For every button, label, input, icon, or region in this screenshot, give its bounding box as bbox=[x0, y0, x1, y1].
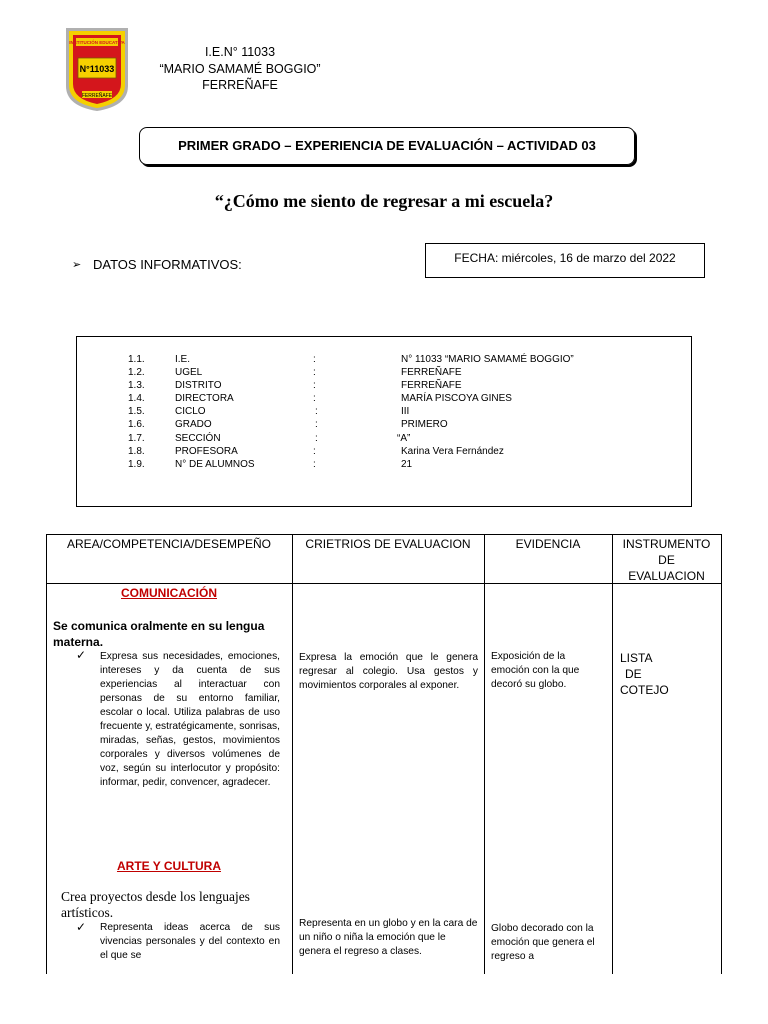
info-row bbox=[77, 459, 691, 472]
header-instrumento bbox=[612, 536, 721, 584]
info-number: 1.1. bbox=[128, 354, 145, 365]
school-line-3: FERREÑAFE bbox=[202, 78, 278, 92]
header-criterios: CRIETRIOS DE EVALUACION bbox=[305, 537, 471, 551]
logo-top-text: INSTITUCIÓN EDUCATIVA bbox=[69, 40, 125, 45]
title-box bbox=[139, 127, 635, 165]
info-key: DISTRITO bbox=[175, 380, 222, 391]
desempeno-arte: Representa ideas acerca de sus vivencias personales y del contexto en el que se bbox=[100, 922, 280, 961]
activity-question: “¿Cómo me siento de regresar a mi escuela? bbox=[214, 191, 554, 211]
info-value: N° 11033 “MARIO SAMAMÉ BOGGIO” bbox=[401, 354, 574, 365]
table-column-divider bbox=[484, 534, 485, 974]
info-number: 1.5. bbox=[128, 406, 145, 417]
info-row bbox=[77, 354, 691, 367]
evaluation-table bbox=[46, 534, 722, 974]
info-row bbox=[77, 433, 691, 446]
info-colon: : bbox=[313, 459, 316, 470]
info-value: 21 bbox=[401, 459, 413, 470]
info-number: 1.9. bbox=[128, 459, 145, 470]
info-key: UGEL bbox=[175, 367, 203, 378]
table-column-divider bbox=[612, 534, 613, 974]
area-comunicacion: COMUNICACIÓN bbox=[121, 586, 217, 600]
instrumento-comunicacion bbox=[620, 650, 669, 698]
info-value: Karina Vera Fernández bbox=[401, 446, 504, 457]
info-value: FERREÑAFE bbox=[401, 367, 462, 378]
info-colon: : bbox=[313, 354, 316, 365]
info-colon: : bbox=[313, 367, 316, 378]
info-box bbox=[76, 336, 692, 507]
info-number: 1.2. bbox=[128, 367, 145, 378]
school-line-2: “MARIO SAMAMÉ BOGGIO” bbox=[159, 61, 321, 76]
info-number: 1.7. bbox=[128, 433, 145, 444]
desempeno-comunicacion: Expresa sus necesidades, emociones, intereses y da cuenta de sus experiencias al interactuar con personas de su entorno familiar, escolar o local. Utiliza palabras de uso frecuente y, estratégicamente, sonrisas, miradas, señas, gestos, movimientos corporales y diversos volúmenes de voz, según su interlocutor y propósito: informar, pedir, convencer, agradecer. bbox=[100, 651, 280, 788]
info-colon: : bbox=[315, 406, 318, 417]
info-number: 1.6. bbox=[128, 419, 145, 430]
info-value: FERREÑAFE bbox=[401, 380, 462, 391]
school-header bbox=[150, 44, 330, 94]
table-column-divider bbox=[292, 534, 293, 974]
info-value: “A” bbox=[397, 433, 411, 444]
fecha-box bbox=[425, 243, 705, 278]
info-row bbox=[77, 393, 691, 406]
table-border-top bbox=[46, 534, 722, 535]
info-number: 1.4. bbox=[128, 393, 145, 404]
table-border-left bbox=[46, 534, 47, 974]
school-line-1: I.E.N° 11033 bbox=[204, 45, 276, 59]
info-number: 1.3. bbox=[128, 380, 145, 391]
info-value: PRIMERO bbox=[401, 419, 448, 430]
info-row bbox=[77, 446, 691, 459]
info-key: N° DE ALUMNOS bbox=[175, 459, 255, 470]
instrumento-line: DE bbox=[625, 667, 642, 681]
evidencia-arte: Globo decorado con la emoción que genera el regreso a bbox=[491, 923, 595, 962]
area-arte-cultura: ARTE Y CULTURA bbox=[116, 859, 221, 873]
header-instrumento-line: INSTRUMENTO bbox=[622, 537, 711, 551]
info-key: GRADO bbox=[175, 419, 212, 430]
table-border-right bbox=[721, 534, 722, 974]
logo-bottom-text: FERREÑAFE bbox=[81, 93, 113, 99]
competencia-arte: Crea proyectos desde los lenguajes artísticos. bbox=[61, 889, 250, 920]
info-colon: : bbox=[313, 446, 316, 457]
info-key: SECCIÓN bbox=[175, 433, 221, 444]
fecha-text: FECHA: miércoles, 16 de marzo del 2022 bbox=[454, 251, 676, 265]
header-instrumento-line: EVALUACION bbox=[628, 569, 705, 583]
info-value: III bbox=[401, 406, 410, 417]
info-colon: : bbox=[315, 419, 318, 430]
header-area: AREA/COMPETENCIA/DESEMPEÑO bbox=[66, 537, 272, 551]
info-row bbox=[77, 406, 691, 419]
criterio-arte: Representa en un globo y en la cara de un niño o niña la emoción que le genera el regreso a clases. bbox=[299, 918, 478, 957]
info-row bbox=[77, 367, 691, 380]
checkmark-icon: ✓ bbox=[76, 920, 87, 934]
info-key: I.E. bbox=[175, 354, 191, 365]
arrow-bullet-icon: ➢ bbox=[72, 259, 82, 271]
checkmark-icon: ✓ bbox=[76, 648, 87, 662]
info-row bbox=[77, 419, 691, 432]
document-title: PRIMER GRADO – EXPERIENCIA DE EVALUACIÓN – ACTIVIDAD 03 bbox=[178, 138, 596, 153]
info-key: CICLO bbox=[175, 406, 206, 417]
info-row bbox=[77, 380, 691, 393]
datos-informativos-label: DATOS INFORMATIVOS: bbox=[93, 257, 242, 272]
instrumento-line: LISTA bbox=[620, 651, 653, 665]
info-key: DIRECTORA bbox=[175, 393, 234, 404]
info-colon: : bbox=[315, 433, 318, 444]
instrumento-line: COTEJO bbox=[620, 683, 669, 697]
info-key: PROFESORA bbox=[175, 446, 238, 457]
header-instrumento-line: DE bbox=[658, 553, 675, 567]
info-value: MARÍA PISCOYA GINES bbox=[401, 393, 512, 404]
evidencia-comunicacion: Exposición de la emoción con la que decoró su globo. bbox=[491, 651, 580, 690]
criterio-comunicacion: Expresa la emoción que le genera regresar al colegio. Usa gestos y movimientos corporales al exponer. bbox=[299, 652, 478, 691]
header-evidencia: EVIDENCIA bbox=[515, 537, 581, 551]
info-colon: : bbox=[313, 393, 316, 404]
competencia-comunicacion: Se comunica oralmente en su lengua materna. bbox=[53, 619, 265, 649]
info-colon: : bbox=[313, 380, 316, 391]
logo-number: N°11033 bbox=[79, 64, 115, 74]
info-number: 1.8. bbox=[128, 446, 145, 457]
school-logo bbox=[64, 26, 130, 112]
